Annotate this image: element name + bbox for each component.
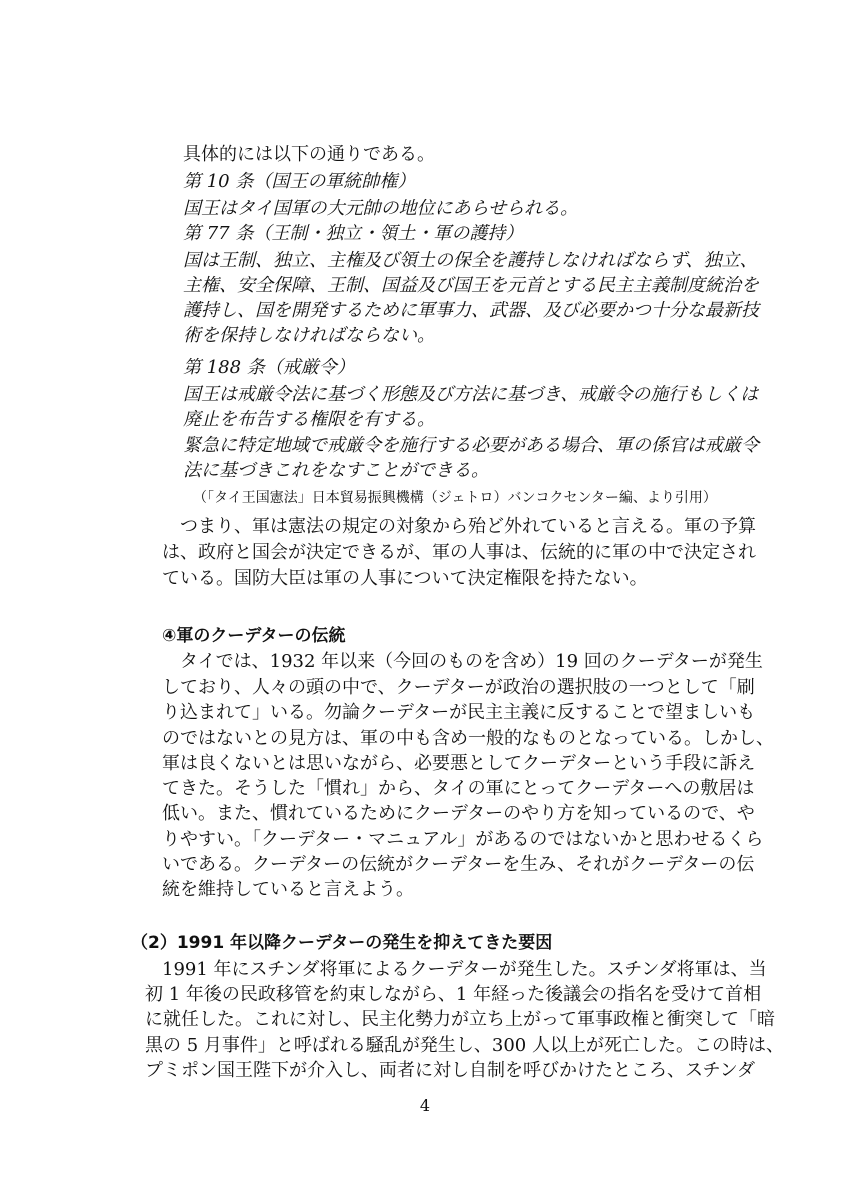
article-77-text-line: 術を保持しなければならない。 [183, 325, 435, 346]
quote-intro: 具体的には以下の通りである。 [183, 144, 435, 165]
paragraph-line: 黒の 5 月事件」と呼ばれる騒乱が発生し、300 人以上が死亡した。この時は、 [145, 1035, 784, 1056]
article-77-heading: 第 77 条（王制・独立・領土・軍の護持） [183, 223, 524, 244]
paragraph-line: 低い。また、慣れているためにクーデターのやり方を知っているので、や [162, 803, 755, 824]
paragraph-line: り込まれて」いる。勿論クーデターが民主主義に反することで望ましいも [162, 702, 756, 723]
article-77-text-line: 国は王制、独立、主権及び領土の保全を護持しなければならず、独立、 [183, 250, 758, 271]
quote-citation: （「タイ王国憲法」日本貿易振興機構（ジェトロ）バンコクセンター編、より引用） [193, 490, 717, 506]
section-heading-factors-since-1991: （2）1991 年以降クーデターの発生を抑えてきた要因 [131, 933, 553, 953]
section-heading-coup-tradition: ④軍のクーデターの伝統 [162, 626, 346, 646]
article-10-heading: 第 10 条（国王の軍統帥権） [183, 171, 416, 192]
article-77-text-line: 主権、安全保障、王制、国益及び国王を元首とする民主主義制度統治を [183, 275, 759, 296]
paragraph-line: 統を維持していると言えよう。 [162, 879, 414, 900]
paragraph-line: タイでは、1932 年以来（今回のものを含め）19 回のクーデターが発生 [180, 651, 763, 672]
paragraph-line: てきた。そうした「慣れ」から、タイの軍にとってクーデターへの敷居は [162, 778, 755, 799]
paragraph-line: 1991 年にスチンダ将軍によるクーデターが発生した。スチンダ将軍は、当 [162, 959, 767, 980]
paragraph-line: に就任した。これに対し、民主化勢力が立ち上がって軍事政権と衝突して「暗 [145, 1009, 775, 1030]
article-10-text: 国王はタイ国軍の大元帥の地位にあらせられる。 [183, 198, 579, 219]
paragraph-line: プミポン国王陛下が介入し、両者に対し自制を呼びかけたところ、スチンダ [145, 1060, 756, 1081]
article-188-text-line: 国王は戒厳令法に基づく形態及び方法に基づき、戒厳令の施行もしくは [183, 384, 759, 405]
article-77-text-line: 護持し、国を開発するために軍事力、武器、及び必要かつ十分な最新技 [183, 300, 759, 321]
article-188-text-line: 廃止を布告する権限を有する。 [183, 409, 435, 430]
paragraph-line: 軍は良くないとは思いながら、必要悪としてクーデターという手段に訴え [162, 753, 756, 774]
article-188-text-line: 法に基づきこれをなすことができる。 [183, 460, 489, 481]
paragraph-line: 初 1 年後の民政移管を約束しながら、1 年経った後議会の指名を受けて首相 [145, 984, 762, 1005]
paragraph-line: いである。クーデターの伝統がクーデターを生み、それがクーデターの伝 [162, 854, 755, 875]
paragraph-line: は、政府と国会が決定できるが、軍の人事は、伝統的に軍の中で決定され [162, 542, 756, 563]
article-188-text-line: 緊急に特定地域で戒厳令を施行する必要がある場合、軍の係官は戒厳令 [183, 435, 759, 456]
paragraph-line: つまり、軍は憲法の規定の対象から殆ど外れていると言える。軍の予算 [180, 516, 756, 537]
page-number: 4 [419, 1096, 431, 1115]
paragraph-line: しており、人々の頭の中で、クーデターが政治の選択肢の一つとして「刷 [162, 677, 755, 698]
paragraph-line: ている。国防大臣は軍の人事について決定権限を持たない。 [162, 568, 648, 589]
paragraph-line: のではないとの見方は、軍の中も含め一般的なものとなっている。しかし、 [162, 728, 774, 749]
article-188-heading: 第 188 条（戒厳令） [183, 357, 355, 378]
paragraph-line: りやすい。「クーデター・マニュアル」があるのではないかと思わせるくら [162, 829, 764, 850]
